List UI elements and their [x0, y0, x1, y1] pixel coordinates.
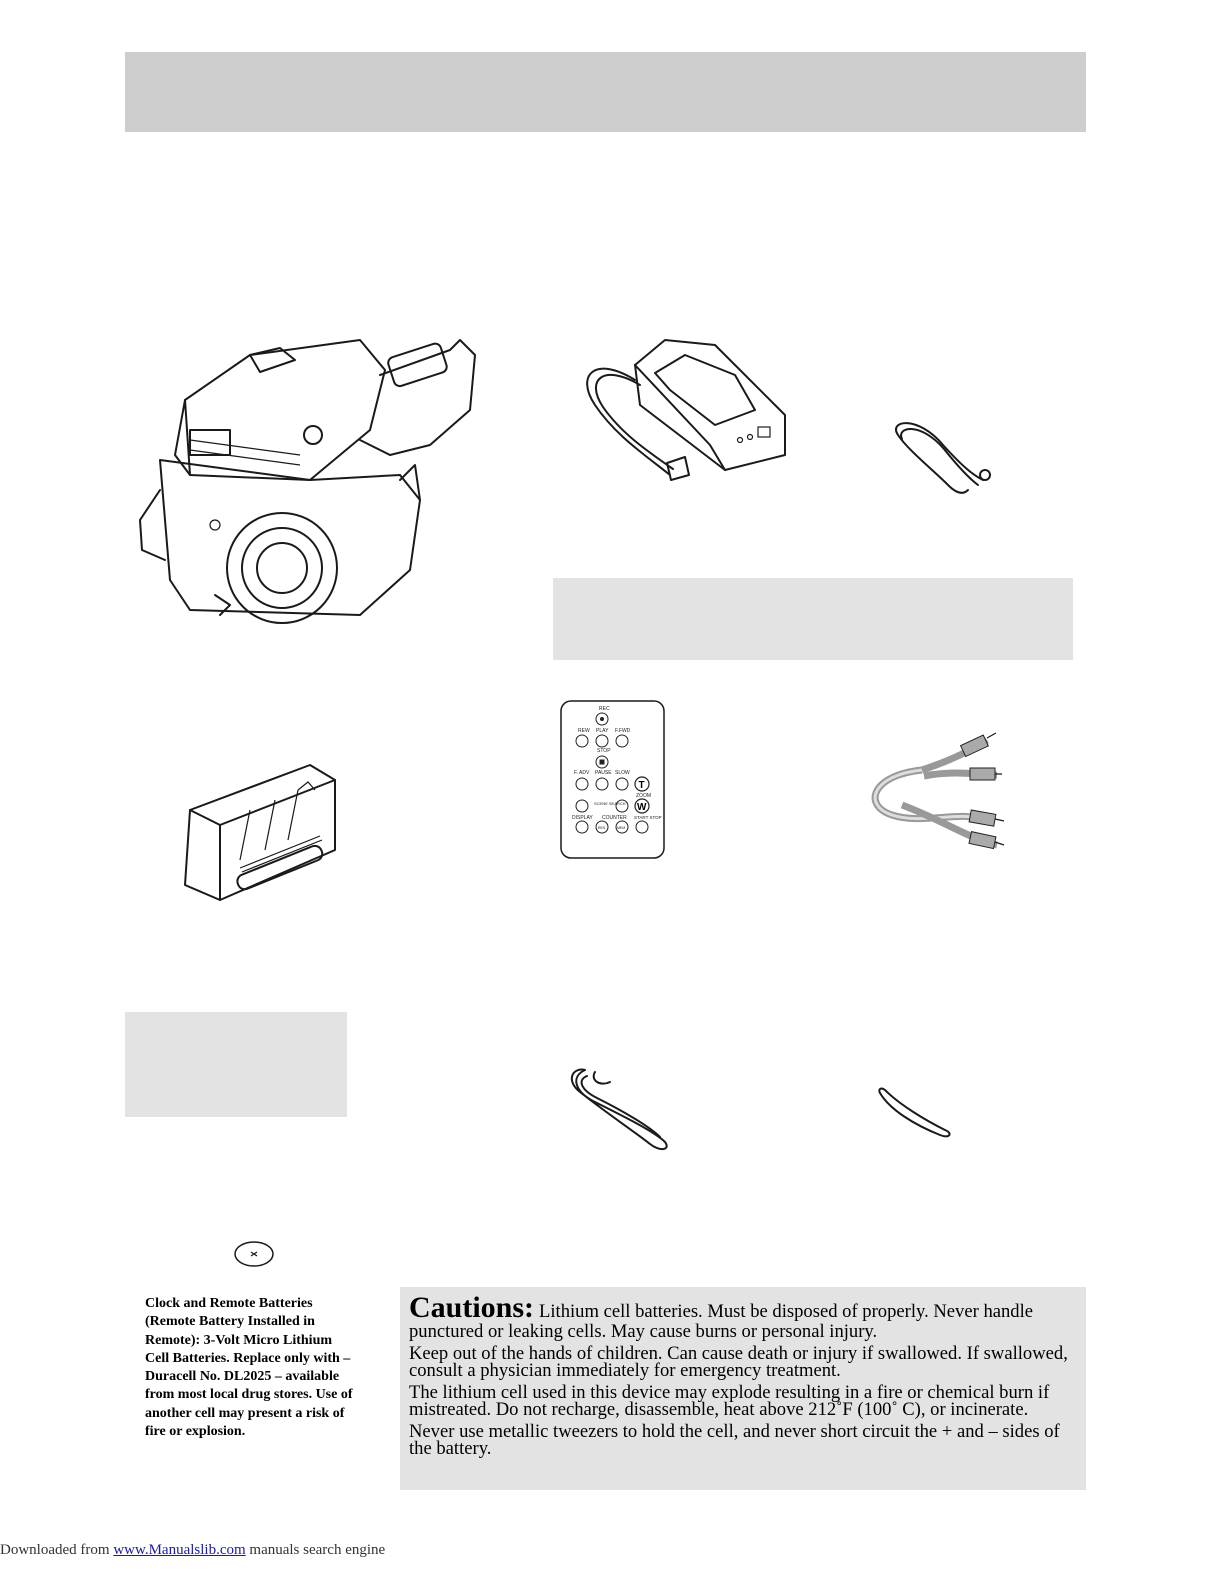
remote-ffwd-label: F.FWD — [615, 728, 631, 734]
ac-adapter-illustration — [575, 335, 795, 480]
manualslib-link[interactable]: www.Manualslib.com — [113, 1542, 246, 1558]
av-cable-illustration — [862, 730, 1012, 855]
remote-counter-label: COUNTER — [602, 815, 627, 821]
cautions-intro-paragraph — [409, 1293, 1072, 1341]
cautions-paragraph: Never use metallic tweezers to hold the cell, and never short circuit the + and – sides of the battery. — [409, 1420, 1060, 1459]
accessory-label-box — [553, 578, 1073, 660]
clock-remote-battery-note: Clock and Remote Batteries (Remote Battery Installed in Remote): 3-Volt Micro Lithium Cell Batteries. Replace only with – Duracell No. DL2025 – available from most local drug stores. Use of another cell may present a risk of fire or explosion. — [145, 1296, 353, 1440]
remote-scene-search-label: SCENE SEARCH — [594, 801, 626, 806]
remote-stop-label: STOP — [597, 748, 611, 754]
remote-zoom-label: ZOOM — [636, 793, 651, 799]
cautions-title: Cautions: — [409, 1291, 535, 1324]
remote-zoom-t-label: T — [638, 780, 645, 791]
remote-start-stop-label: START STOP — [634, 815, 662, 820]
remote-play-label: PLAY — [596, 728, 609, 734]
battery-label-box — [125, 1012, 347, 1117]
remote-rew-label: REW — [578, 728, 590, 734]
header-banner — [125, 52, 1086, 132]
cautions-paragraph: The lithium cell used in this device may explode resulting in a fire or chemical burn if mistreated. Do not recharge, disassemble, heat above 212˚F (100˚ C), or incinerate. — [409, 1381, 1050, 1420]
footer-prefix: Downloaded from — [0, 1542, 114, 1558]
battery-pack-illustration — [180, 760, 345, 905]
cautions-box — [400, 1287, 1086, 1490]
remote-reset-label: RES — [598, 826, 606, 830]
remote-fadv-label: F. ADV — [574, 770, 590, 776]
remote-display-label: DISPLAY — [572, 815, 593, 821]
camcorder-illustration — [130, 330, 480, 630]
remote-pause-label: PAUSE — [595, 770, 612, 776]
shoulder-strap-illustration — [565, 1062, 675, 1152]
remote-slow-label: SLOW — [615, 770, 630, 776]
footer — [0, 1542, 385, 1559]
coin-cell-illustration — [233, 1240, 275, 1268]
remote-zoom-w-label: W — [637, 802, 647, 813]
footer-suffix: manuals search engine — [245, 1542, 386, 1558]
remote-memory-label: MEM — [617, 826, 626, 830]
remote-rec-label: REC — [599, 706, 610, 712]
lens-cap-cord-illustration — [875, 1085, 955, 1145]
remote-control-illustration — [560, 700, 665, 860]
dc-cord-illustration — [888, 415, 998, 495]
cautions-intro: Lithium cell batteries. Must be disposed of properly. Never handle punctured or leaking cells. May cause burns or personal injury. — [409, 1301, 1034, 1342]
cautions-paragraph: Keep out of the hands of children. Can cause death or injury if swallowed. If swallowed, consult a physician immediately for emergency treatment. — [409, 1342, 1068, 1381]
